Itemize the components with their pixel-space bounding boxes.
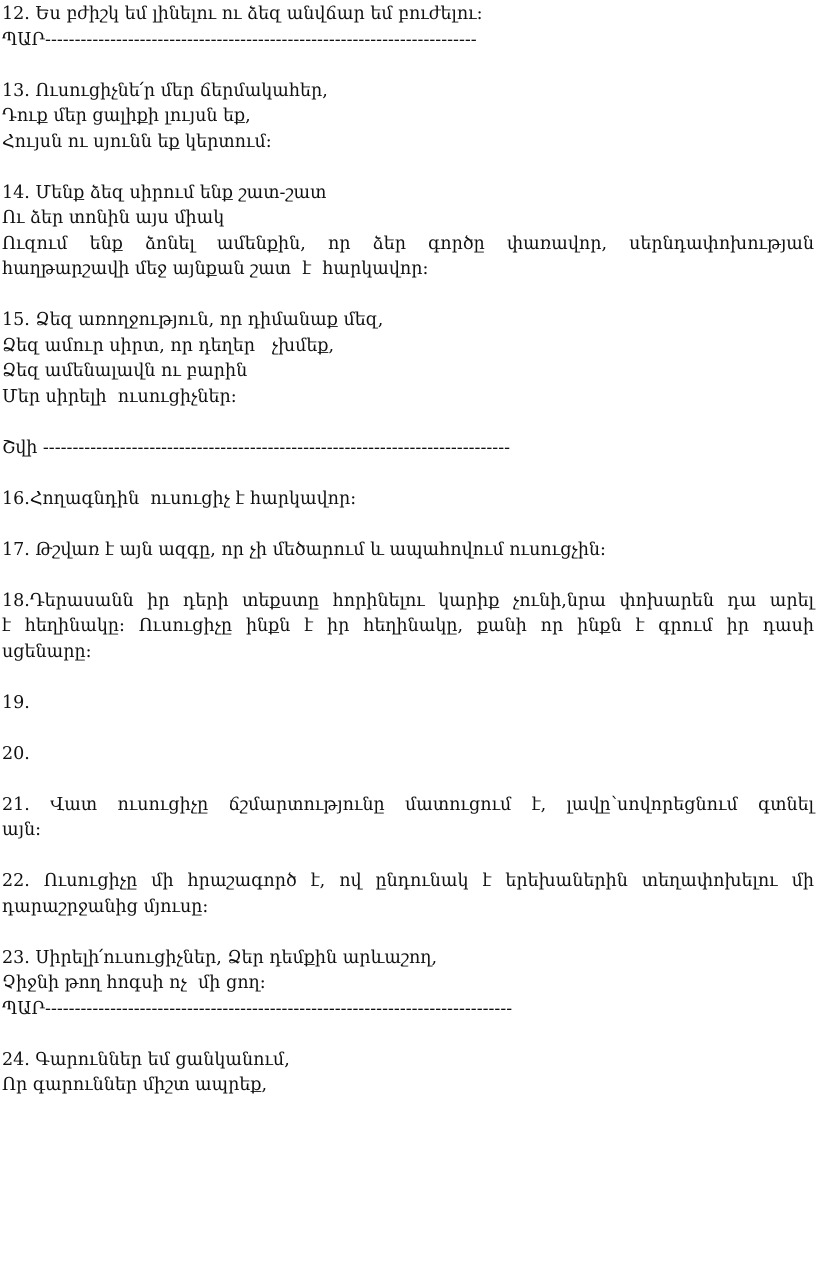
- text-line: 24. Գարուններ եմ ցանկանում,: [2, 1049, 290, 1070]
- text-line: 22. Ուսուցիչը մի հրաշագործ է, ով ընդունակ է երեխաներին տեղափոխելու մի: [2, 871, 814, 891]
- paragraph-spacer: [2, 665, 816, 691]
- text-line: 23. Սիրելի՛ուսուցիչներ, Ձեր դեմքին արևաշող,: [2, 947, 438, 968]
- paragraph: [2, 946, 816, 1023]
- text-line: 19.: [2, 692, 30, 713]
- paragraph: [2, 691, 816, 717]
- text-line: 15. Ձեզ առողջություն, որ դիմանաք մեզ,: [2, 310, 384, 330]
- text-line: Ուզում ենք ձոնել ամենքին, որ ձեր գործը փառավոր, սերնդափոխության: [2, 233, 814, 254]
- text-line: սցենարը:: [2, 641, 92, 662]
- text-line: Ու ձեր տոնին այս միակ: [2, 208, 225, 228]
- text-line: 12. Ես բժիշկ եմ լինելու ու ձեզ անվճար եմ բուժելու:: [2, 4, 483, 24]
- paragraph-spacer: [2, 461, 816, 487]
- text-line: Դուք մեր ցալիքի լույսն եք,: [2, 106, 251, 126]
- text-line: 16.Հողագնդին ուսուցիչ է հարկավոր:: [2, 488, 357, 509]
- text-line: Շվի -------------------------------------------------------------------------------: [2, 437, 511, 458]
- text-line: այն:: [2, 820, 42, 840]
- text-line: Մեր սիրելի ուսուցիչներ:: [2, 386, 237, 407]
- paragraph-spacer: [2, 155, 816, 181]
- paragraph: [2, 436, 816, 462]
- paragraph: [2, 589, 816, 666]
- text-line: ՊԱՐ-------------------------------------------------------------------------------: [2, 998, 513, 1019]
- paragraph-spacer: [2, 512, 816, 538]
- paragraph: [2, 181, 816, 283]
- text-line: Ձեզ ամուր սիրտ, որ դեղեր չխմեք,: [2, 335, 335, 356]
- text-line: 13. Ուսուցիչնե՛ր մեր ճերմակահեր,: [2, 80, 328, 101]
- text-line: է հեղինակը: Ուսուցիչը ինքն է իր հեղինակը, քանի որ ինքն է գրում իր դասի: [2, 616, 814, 636]
- paragraph: [2, 793, 816, 844]
- paragraph-spacer: [2, 283, 816, 309]
- paragraph-spacer: [2, 53, 816, 79]
- paragraph: [2, 742, 816, 768]
- text-line: Հույսն ու սյունն եք կերտում:: [2, 131, 272, 152]
- paragraph: [2, 79, 816, 156]
- text-line: հաղթարշավի մեջ այնքան շատ է հարկավոր:: [2, 259, 429, 279]
- paragraph: [2, 2, 816, 53]
- paragraph-spacer: [2, 563, 816, 589]
- text-line: Որ գարուններ միշտ ապրեք,: [2, 1075, 268, 1095]
- paragraph: [2, 308, 816, 410]
- paragraph-spacer: [2, 920, 816, 946]
- text-line: 18.Դերասանն իր դերի տեքստը հորինելու կարիք չունի,նրա փոխարեն դա արել: [2, 590, 814, 611]
- paragraph: [2, 538, 816, 564]
- text-line: 21. Վատ ուսուցիչը ճշմարտությունը մատուցում է, լավը՝սովորեցնում գտնել: [2, 794, 814, 815]
- paragraph: [2, 487, 816, 513]
- paragraph-spacer: [2, 767, 816, 793]
- text-line: 17. Թշվառ է այն ազգը, որ չի մեծարում և ապահովում ուսուցչին:: [2, 539, 606, 560]
- paragraph: [2, 869, 816, 920]
- paragraph: [2, 1048, 816, 1099]
- text-line: Չիջնի թող հոգսի ոչ մի ցող:: [2, 973, 266, 993]
- paragraph-spacer: [2, 716, 816, 742]
- text-line: Ձեզ ամենալավն ու բարին: [2, 361, 248, 381]
- text-line: 14. Մենք ձեզ սիրում ենք շատ-շատ: [2, 182, 327, 203]
- text-line: 20.: [2, 743, 30, 764]
- text-line: դարաշրջանից մյուսը:: [2, 896, 209, 917]
- paragraph-spacer: [2, 410, 816, 436]
- paragraph-spacer: [2, 844, 816, 870]
- paragraph-spacer: [2, 1022, 816, 1048]
- text-line: ՊԱՐ-------------------------------------------------------------------------: [2, 29, 477, 50]
